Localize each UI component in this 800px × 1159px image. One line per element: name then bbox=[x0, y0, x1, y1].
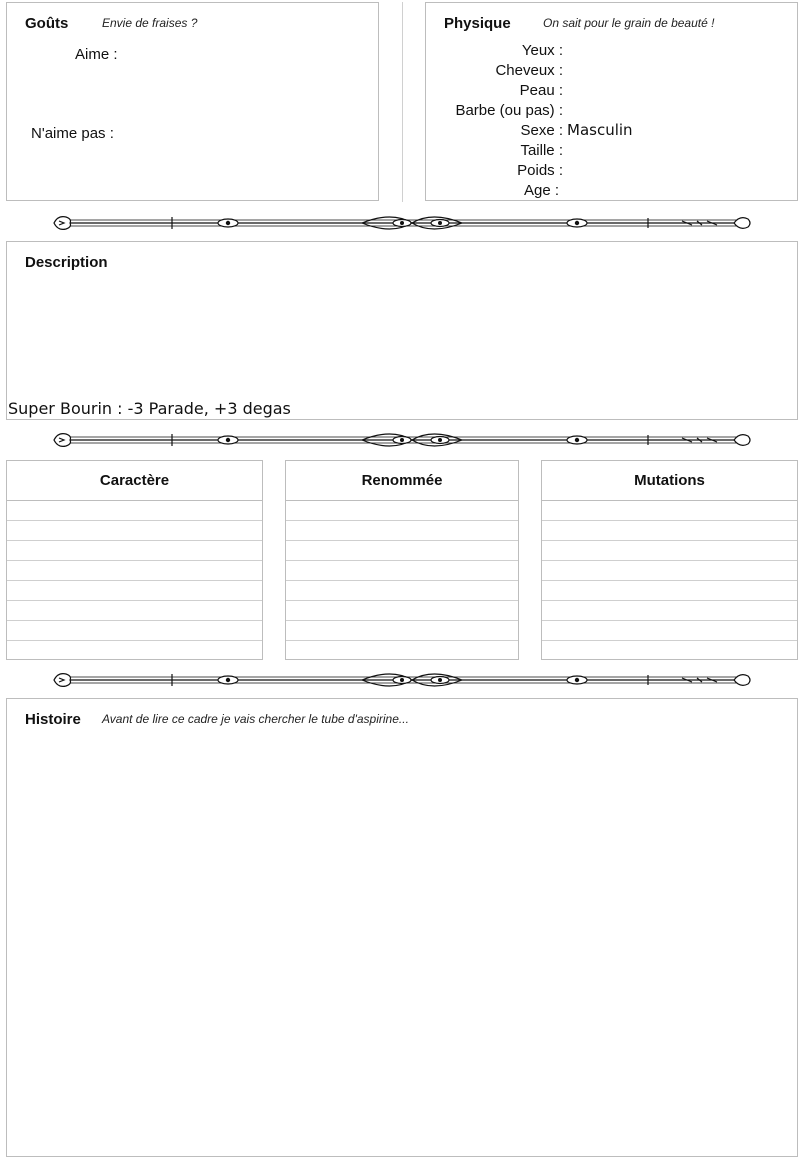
table-row bbox=[286, 521, 518, 541]
gouts-panel bbox=[6, 2, 379, 201]
ornamental-divider-icon bbox=[52, 211, 752, 235]
table-row bbox=[286, 581, 518, 601]
table-row bbox=[7, 581, 262, 601]
weight-label: Poids : bbox=[517, 162, 563, 179]
table-row bbox=[542, 581, 797, 601]
table-row bbox=[542, 621, 797, 641]
gouts-subtitle: Envie de fraises ? bbox=[102, 16, 198, 30]
table-row bbox=[7, 521, 262, 541]
table-row bbox=[542, 561, 797, 581]
table-row bbox=[542, 541, 797, 561]
sex-value: Masculin bbox=[567, 121, 633, 139]
physique-title: Physique bbox=[444, 15, 511, 32]
table-row bbox=[7, 601, 262, 621]
histoire-title: Histoire bbox=[25, 711, 81, 728]
table-row bbox=[286, 641, 518, 661]
caractere-table bbox=[6, 460, 263, 660]
table-row bbox=[286, 501, 518, 521]
caractere-header: Caractère bbox=[7, 461, 262, 501]
height-label: Taille : bbox=[520, 142, 563, 159]
gouts-title: Goûts bbox=[25, 15, 69, 32]
mutations-table bbox=[541, 460, 798, 660]
table-row bbox=[7, 541, 262, 561]
histoire-subtitle: Avant de lire ce cadre je vais chercher le tube d'aspirine... bbox=[102, 712, 409, 726]
table-row bbox=[286, 561, 518, 581]
eyes-label: Yeux : bbox=[521, 42, 563, 59]
likes-label: Aime : bbox=[75, 46, 118, 63]
sex-label: Sexe : bbox=[520, 122, 563, 139]
description-panel bbox=[6, 241, 798, 420]
table-row bbox=[542, 641, 797, 661]
table-row bbox=[286, 601, 518, 621]
description-title: Description bbox=[25, 254, 108, 271]
ornamental-divider-icon bbox=[52, 668, 752, 692]
table-row bbox=[542, 521, 797, 541]
renommee-header: Renommée bbox=[286, 461, 518, 501]
table-row bbox=[7, 501, 262, 521]
skin-label: Peau : bbox=[519, 82, 563, 99]
renommee-table bbox=[285, 460, 519, 660]
dislikes-label: N'aime pas : bbox=[31, 125, 114, 142]
histoire-panel bbox=[6, 698, 798, 1157]
ornamental-divider-icon bbox=[52, 428, 752, 452]
column-separator bbox=[402, 2, 403, 202]
table-row bbox=[542, 601, 797, 621]
table-row bbox=[7, 621, 262, 641]
age-label: Age : bbox=[523, 182, 559, 199]
table-row bbox=[542, 501, 797, 521]
mutations-header: Mutations bbox=[542, 461, 797, 501]
table-row bbox=[286, 621, 518, 641]
description-text: Super Bourin : -3 Parade, +3 degas bbox=[8, 399, 291, 418]
beard-label: Barbe (ou pas) : bbox=[455, 102, 563, 119]
hair-label: Cheveux : bbox=[495, 62, 563, 79]
physique-subtitle: On sait pour le grain de beauté ! bbox=[543, 16, 715, 30]
table-row bbox=[286, 541, 518, 561]
table-row bbox=[7, 641, 262, 661]
table-row bbox=[7, 561, 262, 581]
